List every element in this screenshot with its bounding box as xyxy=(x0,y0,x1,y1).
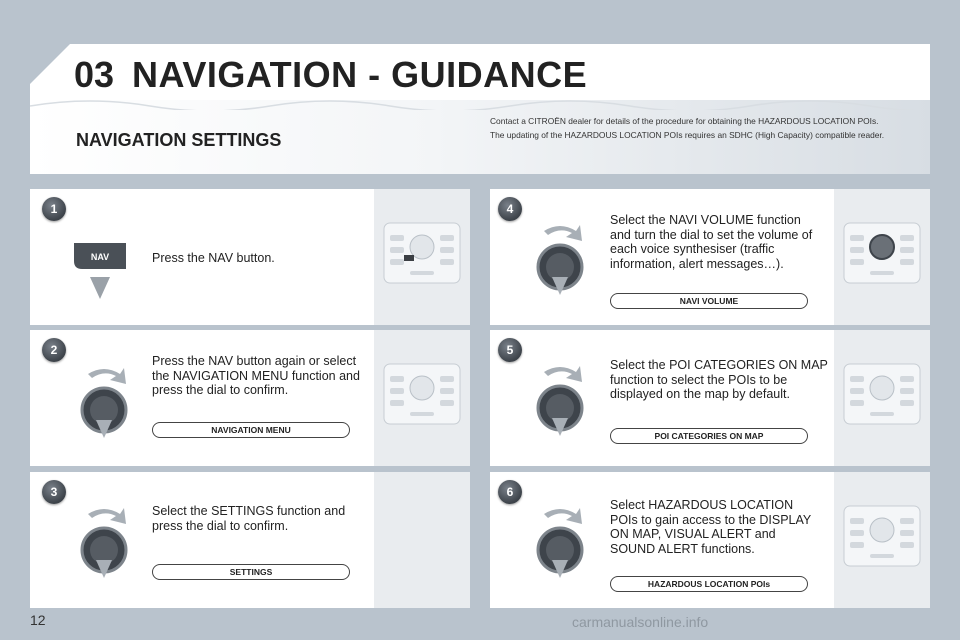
menu-function-label: HAZARDOUS LOCATION POIs xyxy=(610,576,808,592)
step-panel-4 xyxy=(490,189,930,325)
step-instruction: Select HAZARDOUS LOCATION POIs to gain access to the DISPLAY ON MAP, VISUAL ALERT and SOUND ALERT functions. xyxy=(610,498,812,556)
radio-unit-icon xyxy=(842,217,922,289)
radio-image-area xyxy=(374,472,470,608)
section-title: NAVIGATION SETTINGS xyxy=(76,130,282,150)
step-panel-6 xyxy=(490,472,930,608)
step-instruction: Select the POI CATEGORIES ON MAP function to select the POIs to be displayed on the map by default. xyxy=(610,358,828,401)
menu-function-label: SETTINGS xyxy=(152,564,350,580)
nav-button-icon xyxy=(68,239,132,301)
chapter-title: NAVIGATION - GUIDANCE xyxy=(132,54,588,95)
radio-image-area xyxy=(834,330,930,466)
rotary-dial-icon xyxy=(74,502,134,582)
step-instruction: Press the NAV button again or select the NAVIGATION MENU function and press the dial to confirm. xyxy=(152,354,360,397)
menu-function-label: NAVI VOLUME xyxy=(610,293,808,309)
step-instruction: Select the NAVI VOLUME function and turn the dial to set the volume of each voice synthesiser (traffic information, alert messages…). xyxy=(610,213,813,271)
radio-image-area xyxy=(834,189,930,325)
rotary-dial-icon xyxy=(530,360,590,440)
decorative-wave xyxy=(30,96,930,110)
chapter-number: 03 xyxy=(74,54,115,95)
watermark: carmanualsonline.info xyxy=(572,614,709,630)
radio-unit-icon xyxy=(382,358,462,430)
menu-function-label: POI CATEGORIES ON MAP xyxy=(610,428,808,444)
step-number-badge: 3 xyxy=(42,480,66,504)
menu-function-label: NAVIGATION MENU xyxy=(152,422,350,438)
step-panel-2 xyxy=(30,330,470,466)
step-panel-1 xyxy=(30,189,470,325)
info-line-1: Contact a CITROËN dealer for details of the procedure for obtaining the HAZARDOUS LOCATION POIs. xyxy=(490,116,879,126)
rotary-dial-icon xyxy=(530,219,590,299)
step-instruction: Select the SETTINGS function and press the dial to confirm. xyxy=(152,504,346,533)
page-number: 12 xyxy=(30,612,46,628)
rotary-dial-icon xyxy=(74,362,134,442)
step-number-badge: 2 xyxy=(42,338,66,362)
step-number-badge: 6 xyxy=(498,480,522,504)
svg-text:NAV: NAV xyxy=(90,252,110,262)
step-number-badge: 1 xyxy=(42,197,66,221)
radio-image-area xyxy=(374,189,470,325)
step-instruction: Press the NAV button. xyxy=(152,251,275,265)
step-number-badge: 5 xyxy=(498,338,522,362)
info-note xyxy=(490,114,910,142)
rotary-dial-icon xyxy=(530,502,590,582)
step-panel-3 xyxy=(30,472,470,608)
radio-image-area xyxy=(374,330,470,466)
radio-unit-icon xyxy=(382,217,462,289)
info-line-2: The updating of the HAZARDOUS LOCATION POIs requires an SDHC (High Capacity) compatible reader. xyxy=(490,130,885,140)
step-panel-5 xyxy=(490,330,930,466)
radio-image-area xyxy=(834,472,930,608)
step-number-badge: 4 xyxy=(498,197,522,221)
radio-unit-icon xyxy=(842,500,922,572)
radio-unit-icon xyxy=(842,358,922,430)
